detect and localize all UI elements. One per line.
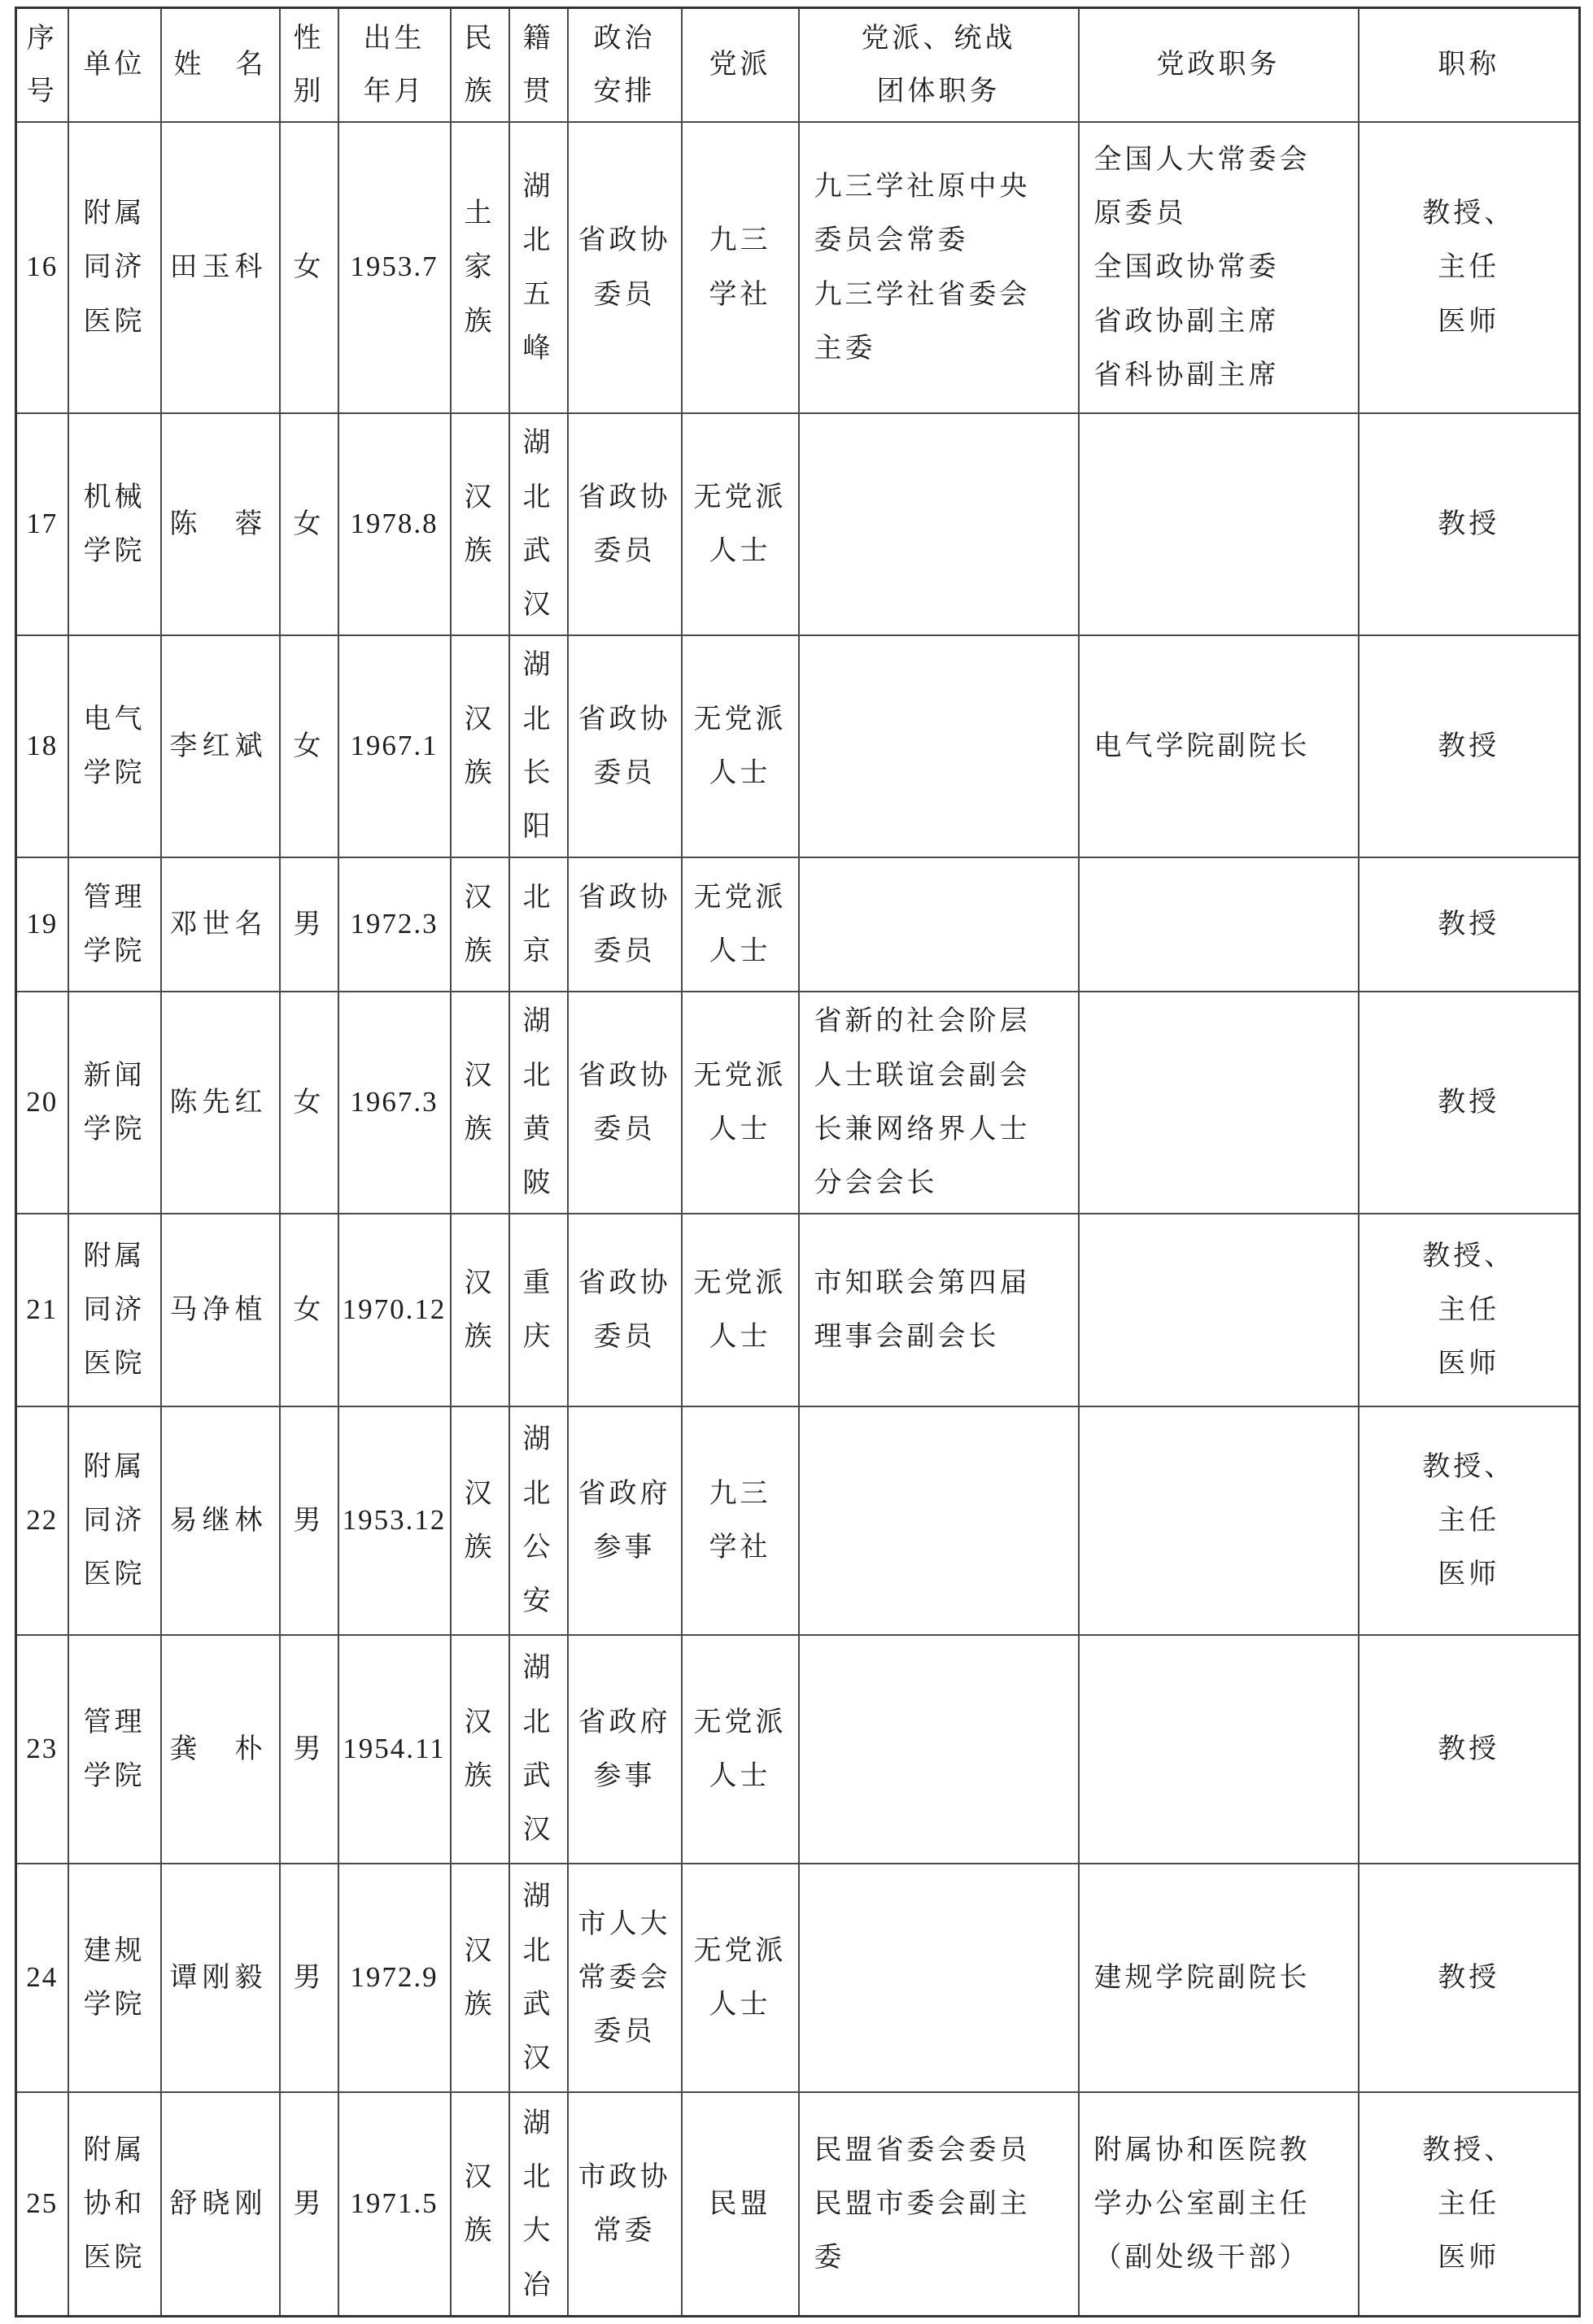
table-row: [16, 1406, 1580, 1635]
cell-ethnic: 汉 族: [451, 635, 509, 857]
header-birth: 出生 年月: [338, 8, 451, 122]
cell-native: 北 京: [509, 857, 568, 992]
cell-party: 无党派 人士: [682, 635, 799, 857]
header-political: 政治 安排: [568, 8, 682, 122]
header-no: 序 号: [16, 8, 68, 122]
cell-party-post: 九三学社原中央 委员会常委 九三学社省委会 主委: [799, 122, 1079, 413]
cell-name: 陈先红: [161, 992, 280, 1214]
cell-title: 教授: [1359, 992, 1580, 1214]
table-row: [16, 122, 1580, 413]
cell-political: 省政协 委员: [568, 122, 682, 413]
table-row: [16, 635, 1580, 857]
cell-gov-post: [1079, 1406, 1359, 1635]
cell-party: 无党派 人士: [682, 1214, 799, 1406]
cell-unit: 附属 同济 医院: [68, 122, 161, 413]
header-gender: 性 别: [280, 8, 338, 122]
cell-native: 湖 北 大 冶: [509, 2092, 568, 2317]
cell-ethnic: 汉 族: [451, 992, 509, 1214]
table-row: [16, 1635, 1580, 1864]
cell-gov-post: 附属协和医院教 学办公室副主任 （副处级干部）: [1079, 2092, 1359, 2317]
header-unit: 单位: [68, 8, 161, 122]
cell-name: 易继林: [161, 1406, 280, 1635]
cell-name: 龚 朴: [161, 1635, 280, 1864]
roster-table: [15, 7, 1581, 2317]
cell-native: 湖 北 公 安: [509, 1406, 568, 1635]
cell-gender: 女: [280, 1214, 338, 1406]
cell-no: 24: [16, 1864, 68, 2092]
cell-gender: 男: [280, 1864, 338, 2092]
cell-no: 23: [16, 1635, 68, 1864]
cell-birth: 1954.11: [338, 1635, 451, 1864]
cell-name: 田玉科: [161, 122, 280, 413]
cell-unit: 管理 学院: [68, 1635, 161, 1864]
cell-title: 教授: [1359, 635, 1580, 857]
cell-birth: 1978.8: [338, 413, 451, 635]
cell-party-post: [799, 413, 1079, 635]
header-name: 姓 名: [161, 8, 280, 122]
cell-political: 市政协 常委: [568, 2092, 682, 2317]
cell-gov-post: [1079, 1214, 1359, 1406]
cell-gender: 男: [280, 2092, 338, 2317]
cell-political: 省政协 委员: [568, 635, 682, 857]
cell-unit: 附属 同济 医院: [68, 1406, 161, 1635]
cell-gov-post: [1079, 413, 1359, 635]
cell-birth: 1972.9: [338, 1864, 451, 2092]
cell-birth: 1970.12: [338, 1214, 451, 1406]
cell-ethnic: 汉 族: [451, 1635, 509, 1864]
cell-no: 25: [16, 2092, 68, 2317]
cell-gender: 男: [280, 1406, 338, 1635]
cell-party: 九三 学社: [682, 1406, 799, 1635]
table-row: [16, 1214, 1580, 1406]
cell-title: 教授、 主任 医师: [1359, 2092, 1580, 2317]
cell-ethnic: 土 家 族: [451, 122, 509, 413]
cell-gov-post: 全国人大常委会 原委员 全国政协常委 省政协副主席 省科协副主席: [1079, 122, 1359, 413]
cell-gender: 女: [280, 992, 338, 1214]
cell-political: 省政协 委员: [568, 992, 682, 1214]
cell-gender: 女: [280, 635, 338, 857]
cell-native: 重 庆: [509, 1214, 568, 1406]
cell-title: 教授: [1359, 1864, 1580, 2092]
cell-party-post: [799, 635, 1079, 857]
cell-gov-post: 建规学院副院长: [1079, 1864, 1359, 2092]
header-ethnic: 民 族: [451, 8, 509, 122]
cell-native: 湖 北 长 阳: [509, 635, 568, 857]
cell-unit: 电气 学院: [68, 635, 161, 857]
header-native: 籍 贯: [509, 8, 568, 122]
table-row: [16, 413, 1580, 635]
cell-birth: 1953.7: [338, 122, 451, 413]
cell-ethnic: 汉 族: [451, 413, 509, 635]
cell-native: 湖 北 黄 陂: [509, 992, 568, 1214]
cell-unit: 新闻 学院: [68, 992, 161, 1214]
cell-unit: 管理 学院: [68, 857, 161, 992]
cell-party: 九三 学社: [682, 122, 799, 413]
roster-table-container: [15, 7, 1578, 2315]
cell-title: 教授、 主任 医师: [1359, 1214, 1580, 1406]
table-row: [16, 2092, 1580, 2317]
cell-gender: 女: [280, 413, 338, 635]
cell-party-post: 民盟省委会委员 民盟市委会副主 委: [799, 2092, 1079, 2317]
cell-political: 省政府 参事: [568, 1406, 682, 1635]
table-row: [16, 1864, 1580, 2092]
cell-political: 省政协 委员: [568, 857, 682, 992]
cell-gov-post: [1079, 857, 1359, 992]
table-row: [16, 857, 1580, 992]
cell-gender: 男: [280, 1635, 338, 1864]
cell-unit: 建规 学院: [68, 1864, 161, 2092]
cell-unit: 附属 同济 医院: [68, 1214, 161, 1406]
cell-no: 20: [16, 992, 68, 1214]
cell-gender: 男: [280, 857, 338, 992]
cell-no: 18: [16, 635, 68, 857]
cell-ethnic: 汉 族: [451, 857, 509, 992]
cell-political: 省政协 委员: [568, 1214, 682, 1406]
cell-party-post: [799, 1635, 1079, 1864]
cell-gov-post: [1079, 992, 1359, 1214]
cell-political: 省政府 参事: [568, 1635, 682, 1864]
cell-no: 19: [16, 857, 68, 992]
cell-party: 无党派 人士: [682, 1635, 799, 1864]
cell-party-post: 省新的社会阶层 人士联谊会副会 长兼网络界人士 分会会长: [799, 992, 1079, 1214]
cell-title: 教授、 主任 医师: [1359, 1406, 1580, 1635]
cell-party-post: [799, 1864, 1079, 2092]
cell-name: 邓世名: [161, 857, 280, 992]
header-gov-post: 党政职务: [1079, 8, 1359, 122]
cell-birth: 1953.12: [338, 1406, 451, 1635]
cell-name: 李红斌: [161, 635, 280, 857]
cell-party-post: [799, 857, 1079, 992]
cell-name: 马净植: [161, 1214, 280, 1406]
cell-no: 21: [16, 1214, 68, 1406]
cell-native: 湖 北 武 汉: [509, 1864, 568, 2092]
cell-no: 17: [16, 413, 68, 635]
cell-political: 市人大 常委会 委员: [568, 1864, 682, 2092]
cell-name: 舒晓刚: [161, 2092, 280, 2317]
cell-title: 教授: [1359, 1635, 1580, 1864]
header-row: [16, 8, 1580, 122]
cell-political: 省政协 委员: [568, 413, 682, 635]
cell-gender: 女: [280, 122, 338, 413]
cell-party: 民盟: [682, 2092, 799, 2317]
cell-birth: 1967.1: [338, 635, 451, 857]
cell-gov-post: [1079, 1635, 1359, 1864]
header-party-post: 党派、统战 团体职务: [799, 8, 1079, 122]
cell-title: 教授、 主任 医师: [1359, 122, 1580, 413]
cell-party: 无党派 人士: [682, 992, 799, 1214]
cell-birth: 1967.3: [338, 992, 451, 1214]
cell-ethnic: 汉 族: [451, 1406, 509, 1635]
cell-name: 谭刚毅: [161, 1864, 280, 2092]
cell-no: 22: [16, 1406, 68, 1635]
cell-native: 湖 北 武 汉: [509, 413, 568, 635]
cell-party: 无党派 人士: [682, 1864, 799, 2092]
cell-no: 16: [16, 122, 68, 413]
cell-ethnic: 汉 族: [451, 1864, 509, 2092]
cell-party: 无党派 人士: [682, 413, 799, 635]
cell-title: 教授: [1359, 857, 1580, 992]
header-title: 职称: [1359, 8, 1580, 122]
cell-party-post: 市知联会第四届 理事会副会长: [799, 1214, 1079, 1406]
cell-party: 无党派 人士: [682, 857, 799, 992]
cell-unit: 附属 协和 医院: [68, 2092, 161, 2317]
table-row: [16, 992, 1580, 1214]
cell-birth: 1972.3: [338, 857, 451, 992]
cell-unit: 机械 学院: [68, 413, 161, 635]
cell-party-post: [799, 1406, 1079, 1635]
cell-ethnic: 汉 族: [451, 2092, 509, 2317]
cell-birth: 1971.5: [338, 2092, 451, 2317]
cell-name: 陈 蓉: [161, 413, 280, 635]
cell-native: 湖 北 武 汉: [509, 1635, 568, 1864]
cell-title: 教授: [1359, 413, 1580, 635]
header-party: 党派: [682, 8, 799, 122]
cell-ethnic: 汉 族: [451, 1214, 509, 1406]
cell-native: 湖 北 五 峰: [509, 122, 568, 413]
cell-gov-post: 电气学院副院长: [1079, 635, 1359, 857]
